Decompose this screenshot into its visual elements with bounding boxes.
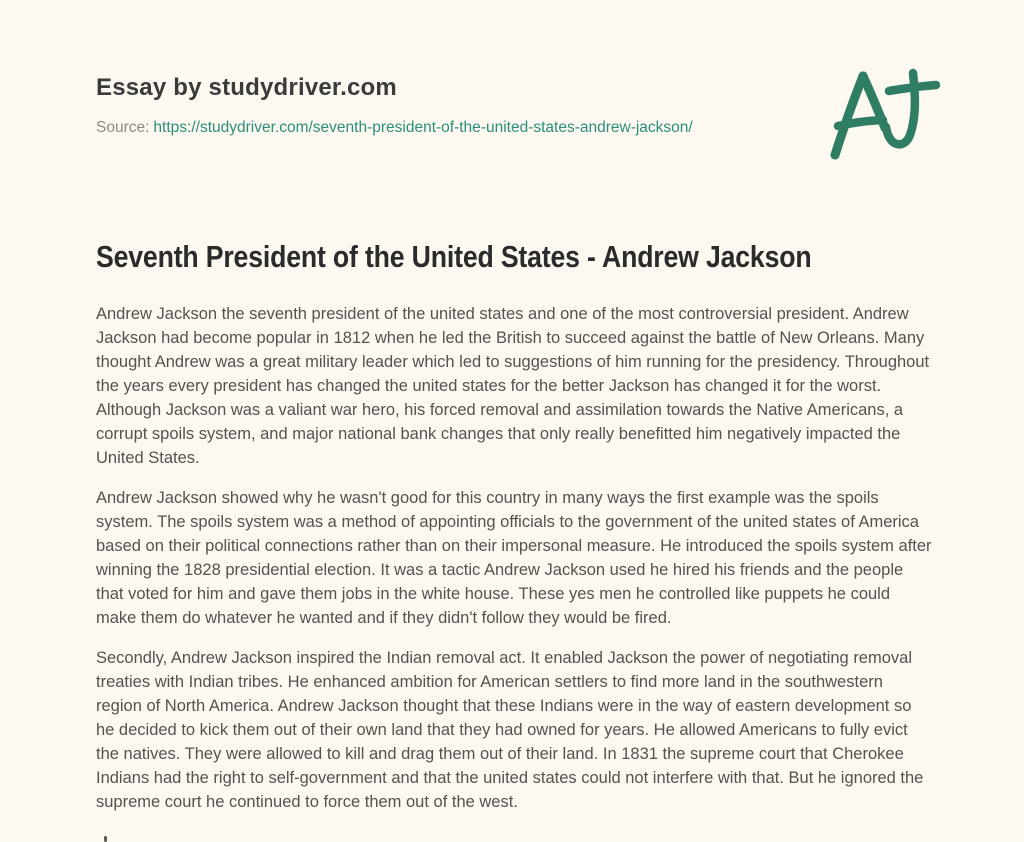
source-label: Source: xyxy=(96,119,150,136)
essay-title xyxy=(96,239,928,274)
essay-paragraph-3: Secondly, Andrew Jackson inspired the Indian removal act. It enabled Jackson the power of negotiating removal treaties with Indian tribes. He enhanced ambition for American settlers to find more land in the southwestern region of North America. Andrew Jackson thought that these Indians were in the way of eastern development so he decided to kick them out of their own land that they had owned for years. He allowed Americans to fully evict the natives. They were allowed to kill and drag them out of their land. In 1831 the supreme court that Cherokee Indians had the right to self-government and that the united states could not interfere with that. But he ignored the supreme court he continued to force them out of the west. xyxy=(96,649,924,811)
essay-body xyxy=(96,302,932,814)
source-line xyxy=(96,119,928,137)
essay-paragraph-1: Andrew Jackson the seventh president of the united states and one of the most controversial president. Andrew Jackson had become popular in 1812 when he led the British to succeed against the battle of New Orleans. Many thought Andrew was a great military leader which led to suggestions of him running for the presidency. Throughout the years every president has changed the united states for the better Jackson has changed it for the worst. Although Jackson was a valiant war hero, his forced removal and assimilation towards the Native Americans, a corrupt spoils system, and major national bank changes that only really benefitted him negatively impacted the United States. xyxy=(96,305,930,467)
essay-paragraph-2: Andrew Jackson showed why he wasn't good for this country in many ways the first example was the spoils system. The spoils system was a method of appointing officials to the government of the united states of America based on their political connections rather than on their impersonal measure. He introduced the spoils system after winning the 1828 presidential election. It was a tactic Andrew Jackson used he hired his friends and the people that voted for him and gave them jobs in the white house. These yes men he controlled like puppets he could make them do whatever he wanted and if they didn't follow they would be fired. xyxy=(96,489,932,627)
essay-byline: Essay by studydriver.com xyxy=(96,74,397,101)
a-plus-logo-icon xyxy=(822,60,940,166)
essay-title-text: Seventh President of the United States - Andrew Jackson xyxy=(96,239,812,274)
source-link[interactable]: https://studydriver.com/seventh-president-of-the-united-states-andrew-jackson/ xyxy=(153,119,693,136)
clipped-text-fragment xyxy=(104,836,107,842)
